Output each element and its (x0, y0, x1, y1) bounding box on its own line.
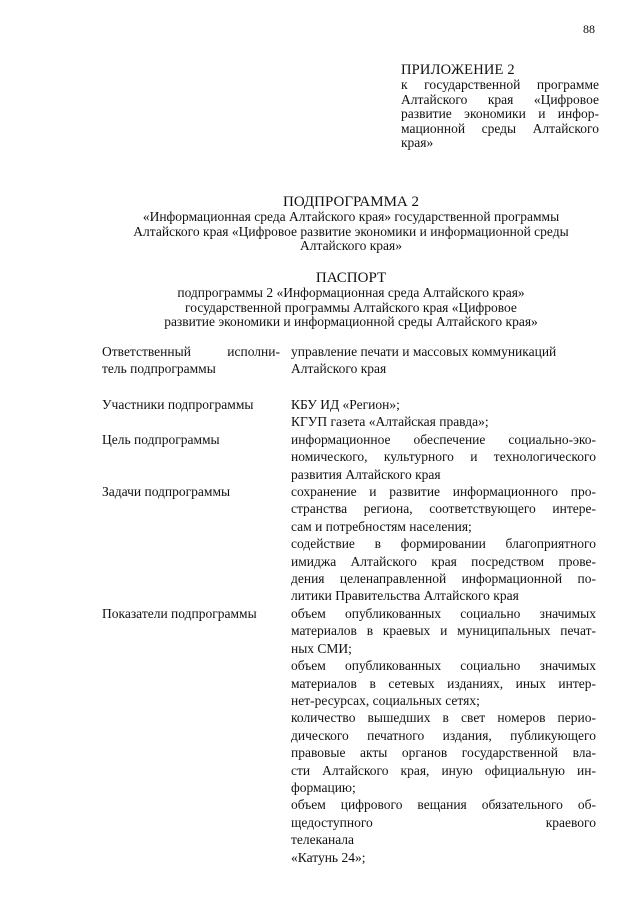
subprogram-title: ПОДПРОГРАММА 2 (282, 194, 420, 210)
row-value (291, 431, 596, 483)
row-value-line: содействие в формировании благоприятного (291, 536, 596, 552)
page-number: 88 (583, 22, 595, 36)
passport-line: развитие экономики и информационной среды Алтайского края» (164, 314, 538, 329)
subprogram-line: «Информационная среда Алтайского края» государственной программы (142, 209, 560, 224)
row-value-line: материалов в сетевых изданиях, иных интер- (291, 675, 596, 691)
row-value (291, 483, 596, 605)
row-value-line: формацию; (291, 780, 356, 796)
row-label-line: Цель подпрограммы (102, 432, 220, 447)
row-label-line: Участники подпрограммы (102, 397, 254, 412)
appendix-line: края» (401, 135, 434, 150)
row-value-line: литики Правительства Алтайского края (291, 588, 519, 604)
passport-line: подпрограммы 2 «Информационная среда Алтайского края» (177, 285, 525, 300)
row-label (102, 396, 280, 413)
row-label-line: Задачи подпрограммы (102, 484, 231, 499)
row-value-line: «Катунь 24»; (291, 849, 366, 865)
appendix-line: развитие экономики и инфор- (401, 106, 599, 121)
row-value-line: сти Алтайского края, иную официальную ин- (291, 762, 596, 778)
row-value (291, 605, 596, 866)
row-value-line: сохранение и развитие информационного про- (291, 484, 596, 499)
row-value-line: дического печатного издания, публикующего (291, 727, 596, 743)
passport-title: ПАСПОРТ (315, 270, 387, 286)
row-label-line: Показатели подпрограммы (102, 606, 257, 621)
row-value-line: управление печати и массовых коммуникаций (291, 344, 557, 359)
appendix-line: мационной среды Алтайского (401, 120, 599, 136)
row-value-line: количество вышедших в свет номеров перио- (291, 710, 596, 726)
row-value-line: нет-ресурсах, социальных сетях; (291, 693, 480, 709)
row-value-line: имиджа Алтайского края посредством прове- (291, 553, 596, 569)
passport-line: государственной программы Алтайского края «Цифровое (185, 299, 517, 315)
row-label-line: тель подпрограммы (102, 361, 216, 376)
subprogram-line: Алтайского края «Цифровое развитие экономики и информационной среды (133, 223, 569, 239)
row-value-line: странства региона, соответствующего интере- (291, 501, 596, 517)
subprogram-line: Алтайского края» (300, 238, 402, 253)
row-label (102, 483, 280, 500)
row-value-line: объем цифрового вещания обязательного об- (291, 797, 596, 813)
passport-heading (96, 270, 606, 330)
row-value-line: развития Алтайского края (291, 466, 441, 482)
subprogram-heading (96, 194, 606, 254)
row-label (102, 343, 280, 377)
row-value-line: номического, культурного и технологического (291, 449, 596, 465)
row-value-line: объем опубликованных социально значимых (291, 658, 596, 674)
row-value (291, 396, 596, 431)
row-value-line: щедоступного краевого телеканала (291, 814, 596, 848)
row-value-line: объем опубликованных социально значимых (291, 606, 596, 621)
appendix-block (401, 62, 599, 151)
appendix-line: к государственной программе (401, 77, 599, 92)
row-value-line: Алтайского края (291, 361, 387, 377)
row-value-line: материалов в краевых и муниципальных печат- (291, 623, 596, 639)
row-value-line: сам и потребностям населения; (291, 518, 472, 534)
row-value-line: правовые акты органов государственной вла- (291, 745, 596, 761)
row-value-line: ных СМИ; (291, 640, 352, 656)
row-value-line: КГУП газета «Алтайская правда»; (291, 414, 489, 430)
row-value (291, 343, 596, 378)
appendix-line: Алтайского края «Цифровое (401, 91, 599, 107)
appendix-text (401, 78, 599, 151)
row-value-line: дения целенаправленной информационной по- (291, 571, 596, 587)
appendix-title: ПРИЛОЖЕНИЕ 2 (401, 62, 515, 78)
row-label-line: Ответственный исполни- (102, 344, 280, 359)
row-value-line: информационное обеспечение социально-эко- (291, 432, 596, 447)
row-label (102, 605, 280, 622)
row-value-line: КБУ ИД «Регион»; (291, 397, 400, 412)
row-label (102, 431, 280, 448)
